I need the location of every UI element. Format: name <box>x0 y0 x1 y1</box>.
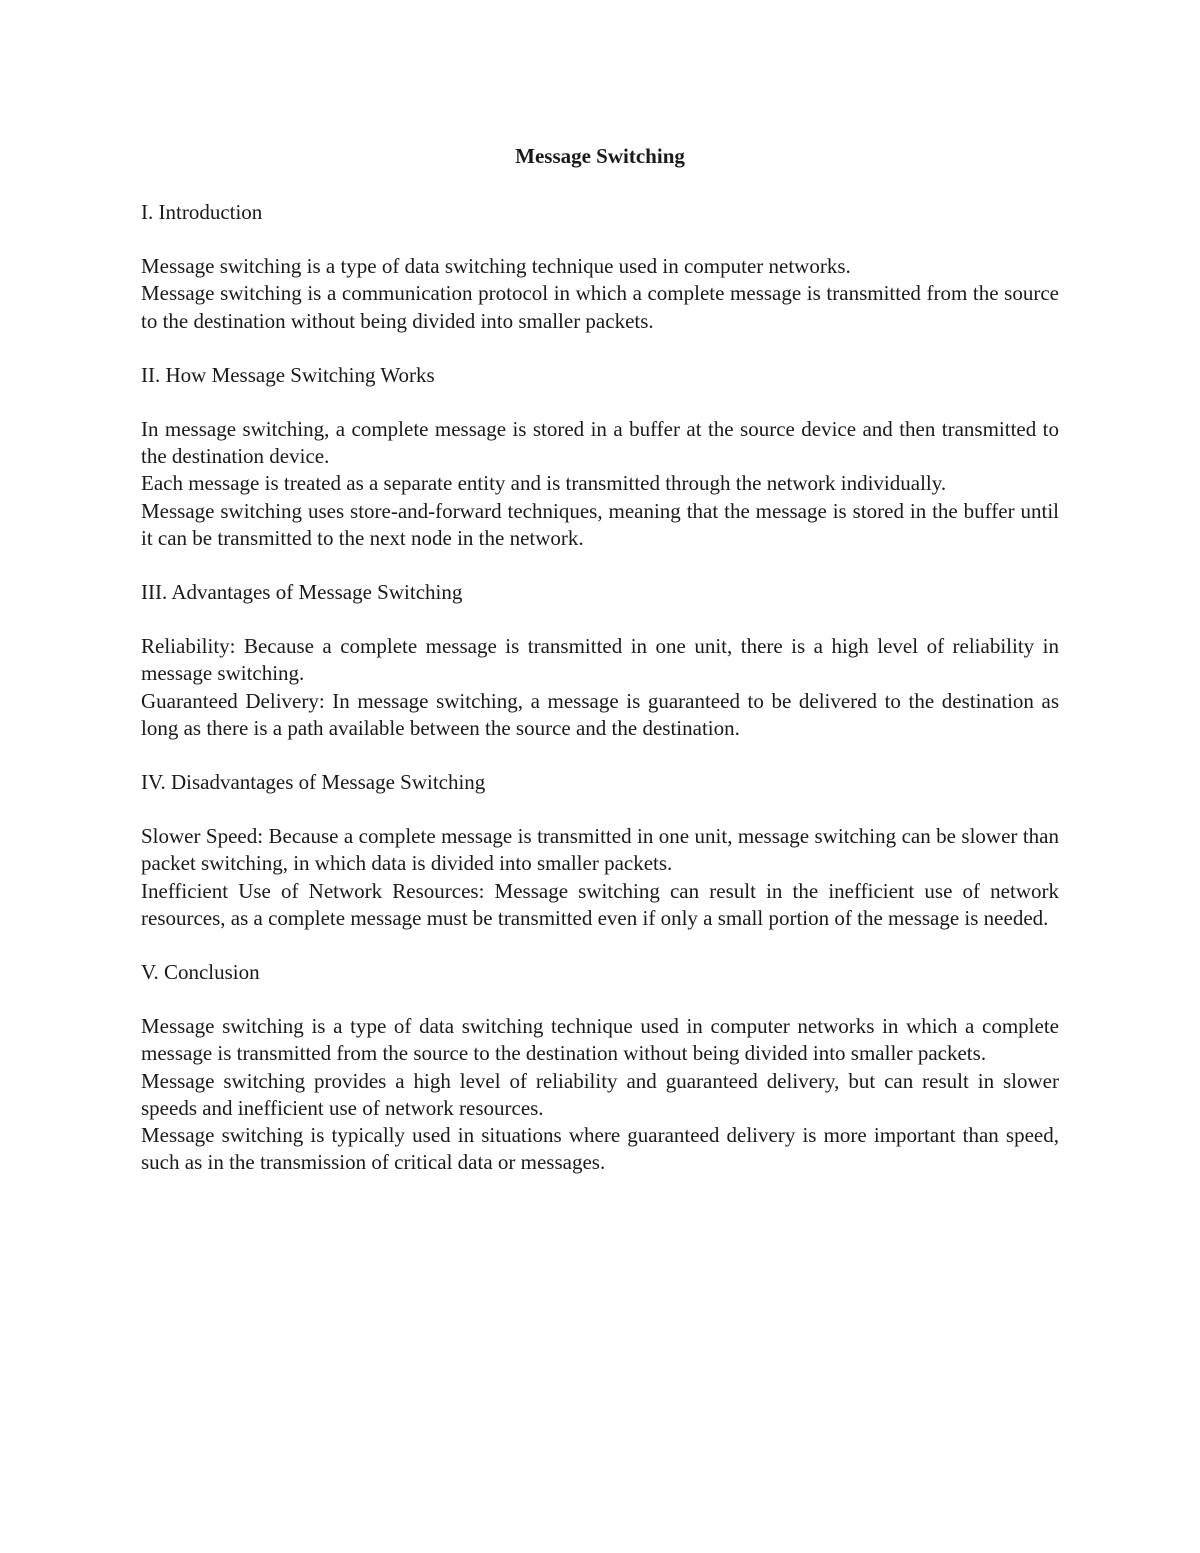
paragraph: Guaranteed Delivery: In message switching, a message is guaranteed to be delivered to the destination as long as there is a path available between the source and the destination. <box>141 688 1059 740</box>
section-heading-how-it-works: II. How Message Switching Works <box>141 362 435 387</box>
document-title: Message Switching <box>515 144 685 168</box>
paragraph: Message switching provides a high level of reliability and guaranteed delivery, but can result in slower speeds and inefficient use of network resources. <box>141 1068 1059 1120</box>
section-body-conclusion <box>141 1013 1059 1176</box>
paragraph: Message switching is a communication protocol in which a complete message is transmitted from the source to the destination without being divided into smaller packets. <box>141 281 1059 333</box>
paragraph: In message switching, a complete message is stored in a buffer at the source device and then transmitted to the destination device. <box>141 417 1059 469</box>
paragraph: Message switching is typically used in situations where guaranteed delivery is more important than speed, such as in the transmission of critical data or messages. <box>141 1123 1059 1175</box>
section-heading-conclusion: V. Conclusion <box>141 960 260 985</box>
paragraph: Each message is treated as a separate entity and is transmitted through the network individually. <box>141 471 947 496</box>
paragraph: Message switching uses store-and-forward techniques, meaning that the message is stored in the buffer until it can be transmitted to the next node in the network. <box>141 498 1059 550</box>
paragraph: Message switching is a type of data switching technique used in computer networks in which a complete message is transmitted from the source to the destination without being divided into smaller packets. <box>141 1014 1059 1066</box>
paragraph: Reliability: Because a complete message is transmitted in one unit, there is a high level of reliability in message switching. <box>141 634 1059 686</box>
paragraph: Inefficient Use of Network Resources: Message switching can result in the inefficient use of network resources, as a complete message must be transmitted even if only a small portion of the message is needed. <box>141 878 1059 930</box>
section-body-advantages <box>141 633 1059 742</box>
section-body-introduction <box>141 253 1059 335</box>
section-body-disadvantages <box>141 823 1059 932</box>
paragraph: Slower Speed: Because a complete message is transmitted in one unit, message switching can be slower than packet switching, in which data is divided into smaller packets. <box>141 824 1059 876</box>
section-heading-advantages: III. Advantages of Message Switching <box>141 580 463 605</box>
document-body <box>141 140 1059 1203</box>
section-body-how-it-works <box>141 416 1059 552</box>
section-heading-introduction: I. Introduction <box>141 200 263 224</box>
section-heading-disadvantages: IV. Disadvantages of Message Switching <box>141 770 486 795</box>
paragraph: Message switching is a type of data switching technique used in computer networks. <box>141 254 851 279</box>
